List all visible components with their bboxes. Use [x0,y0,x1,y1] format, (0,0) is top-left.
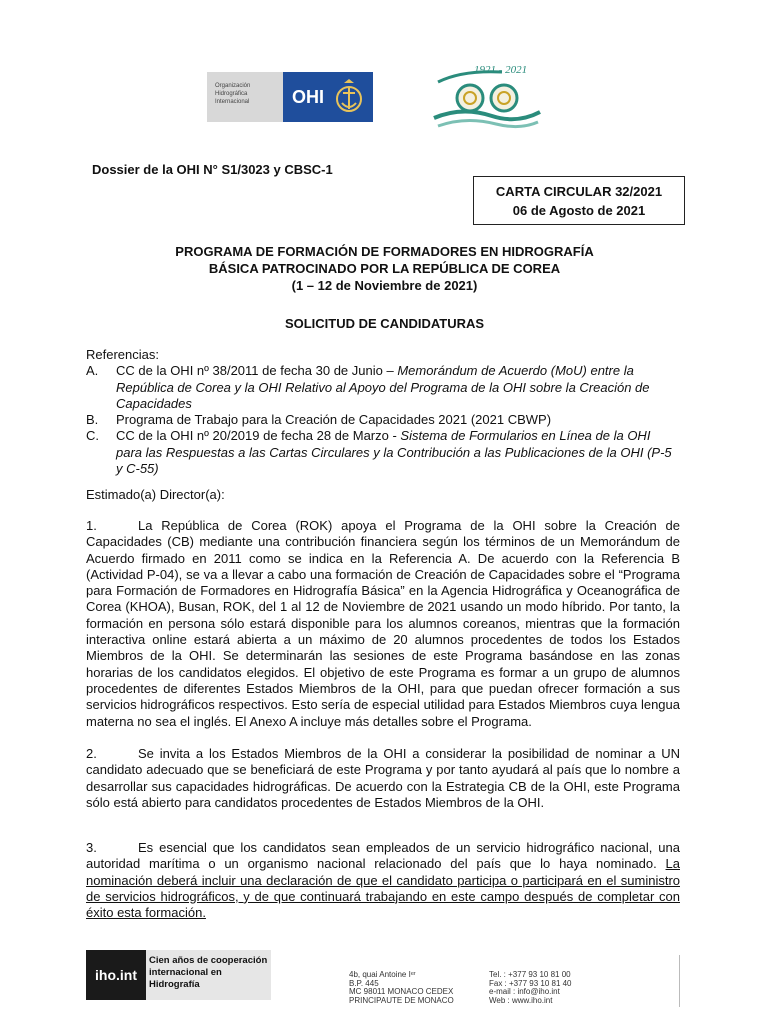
reference-item: B. Programa de Trabajo para la Creación de Capacidades 2021 (2021 CBWP) [86,412,552,428]
anchor-emblem-icon [334,77,364,117]
paragraph-number: 3. [86,840,97,855]
reference-marker: B. [86,412,99,428]
circular-number: CARTA CIRCULAR 32/2021 [495,184,663,199]
paragraph-text: Es esencial que los candidatos sean empleados de un servicio hidrográfico nacional, una autoridad marítima o un organismo nacional relacionado del país que lo haya nominado. [86,840,680,872]
dossier-reference: Dossier de la OHI N° S1/3023 y CBSC-1 [92,162,333,177]
paragraph [86,518,680,730]
footer-divider [679,955,680,1007]
reference-marker: A. [86,363,99,379]
footer-address: 4b, quai Antoine Iᵉʳ B.P. 445 MC 98011 MONACO CEDEX PRINCIPAUTE DE MONACO [349,970,454,1005]
footer-tagline: Cien años de cooperación internacional en Hidrografía [146,950,271,1000]
reference-item: A. CC de la OHI nº 38/2011 de fecha 30 de Junio – Memorándum de Acuerdo (MoU) entre la República de Corea y la OHI Relativo al Apoyo del Programa de la OHI sobre la Creación de Capacidades [86,363,650,411]
references [86,347,680,477]
paragraph-text: Se invita a los Estados Miembros de la OHI a considerar la posibilidad de nominar a UN candidato adecuado que se beneficiará de este Programa y por tanto ayudará al país que lo nombre a desarrollar sus capacidades hidrográficas. De acuerdo con la Estrategia CB de la OHI, este Programa sólo está abierto para candidatos procedentes de Estados Miembros de la OHI. [86,746,680,810]
ohi-logo-mark [283,72,373,122]
ohi-logo [207,72,373,122]
reference-item: C. CC de la OHI nº 20/2019 de fecha 28 de Marzo - Sistema de Formularios en Línea de la OHI para las Respuestas a las Cartas Circulares y la Contribución a las Publicaciones de la OHI (P-5 y C-55) [86,428,672,477]
circular-date: 06 de Agosto de 2021 [512,203,646,218]
footer-logo [86,950,271,1000]
paragraph-number: 2. [86,746,97,761]
paragraph [86,746,680,811]
document-subtitle: SOLICITUD DE CANDIDATURAS [284,316,485,331]
salutation: Estimado(a) Director(a): [86,487,225,502]
reference-marker: C. [86,428,99,444]
paragraph [86,840,680,921]
title-line-2: BÁSICA PATROCINADO POR LA REPÚBLICA DE COREA [208,261,561,276]
ohi-acronym: OHI [291,86,324,107]
title-line-3: (1 – 12 de Noviembre de 2021) [291,278,478,293]
title-line-1: PROGRAMA DE FORMACIÓN DE FORMADORES EN HIDROGRAFÍA [175,244,594,259]
footer-contact: Tel. : +377 93 10 81 00 Fax : +377 93 10 81 40 e-mail : info@iho.int Web : www.iho.int [489,970,572,1005]
document-title [92,243,677,294]
circular-box [473,176,685,225]
underlined-requirement: La nominación deberá incluir una declaración de que el candidato participa o participará en el suministro de servicios hidrográficos, y de que continuará trabajando en este campo después de completar con éxito esta formación. [86,856,680,921]
centenary-years: 1921 - 2021 [474,64,528,76]
paragraph-number: 1. [86,518,97,533]
ohi-logo-text: Organización Hidrográfica Internacional [207,72,283,122]
paragraph-text: La República de Corea (ROK) apoya el Programa de la OHI sobre la Creación de Capacidades (CB) mediante una contribución financiera según los términos de un Memorándum de Acuerdo firmado en 2011 como se indica en la Referencia A. De acuerdo con la Referencia B (Actividad P-04), se va a llevar a cabo una formación de Creación de Capacidades sobre el “Programa para Formación de Formadores en Hidrografía Básica” en la Agencia Hidrográfica y Oceanográfica de Corea (KHOA), Busan, ROK, del 1 al 12 de Noviembre de 2021 usando un modo híbrido. Por tanto, la formación en persona sólo estará disponible para los alumnos coreanos, mientras que la formación interactiva online estará abierta a un máximo de 20 alumnos procedentes de todos los Estados Miembros de la OHI. Se determinarán las sesiones de este Programa basándose en las zonas horarias de los candidatos elegidos. El objetivo de este Programa es formar a un grupo de alumnos procedentes de diferentes Estados Miembros de la OHI, para que puedan ofrecer formación a sus servicios hidrográficos respectivos. Esto sería de especial utilidad para Estados Miembros cuya lengua materna no sea el inglés. El Anexo A incluye más detalles sobre el Programa. [86,518,680,729]
footer-site: iho.int [86,950,146,1000]
centenary-logo-icon [432,62,542,134]
references-heading: Referencias: [86,347,159,362]
